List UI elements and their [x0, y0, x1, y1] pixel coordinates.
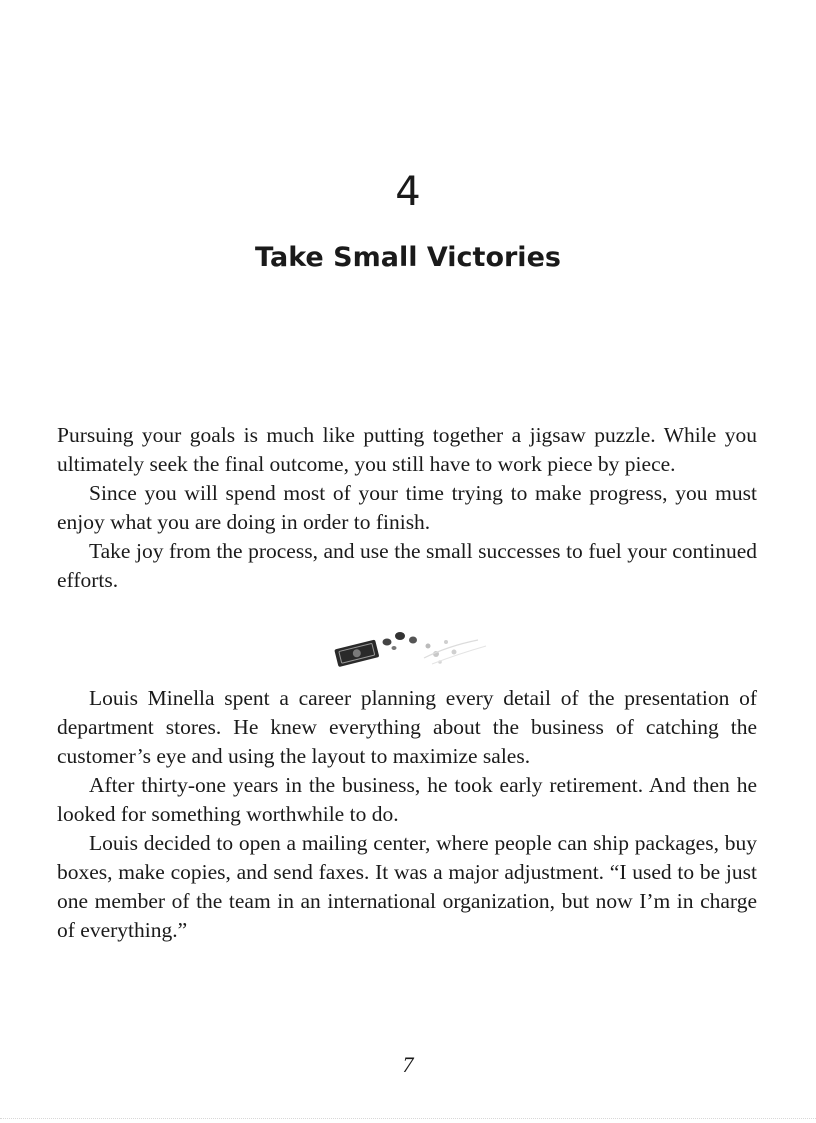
page-bottom-divider: [0, 1118, 816, 1119]
page-number: 7: [402, 1052, 414, 1077]
body-text-story: [57, 684, 757, 945]
paragraph: Louis Minella spent a career planning every detail of the presentation of department stores. He knew everything about the business of catching the customer’s eye and using the layout to maximize sales.: [57, 686, 757, 768]
chapter-title: Take Small Victories: [255, 242, 561, 273]
paragraph: Since you will spend most of your time trying to make progress, you must enjoy what you are doing in order to finish.: [57, 481, 757, 534]
body-text-intro: [57, 421, 757, 595]
paragraph: After thirty-one years in the business, he took early retirement. And then he looked for something worthwhile to do.: [57, 773, 757, 826]
coin-ornament-icon: [328, 624, 490, 670]
paragraph: Take joy from the process, and use the small successes to fuel your continued efforts.: [57, 539, 757, 592]
chapter-number: 4: [395, 169, 421, 215]
paragraph: Louis decided to open a mailing center, where people can ship packages, buy boxes, make copies, and send faxes. It was a major adjustment. “I used to be just one member of the team in an international organization, but now I’m in charge of everything.”: [57, 831, 757, 942]
paragraph: Pursuing your goals is much like putting together a jigsaw puzzle. While you ultimately seek the final outcome, you still have to work piece by piece.: [57, 423, 757, 476]
